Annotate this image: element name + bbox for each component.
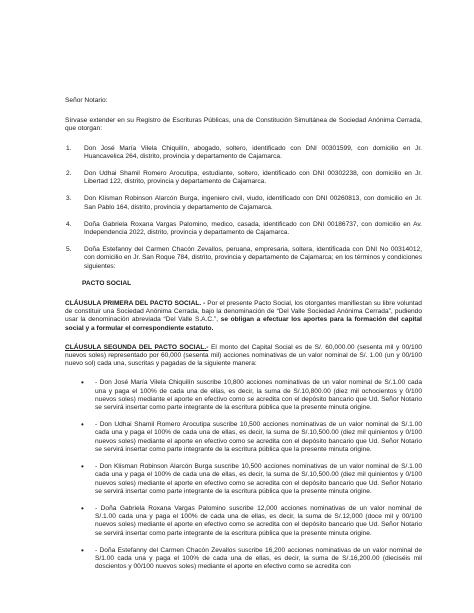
list-item — [65, 195, 422, 211]
clausula-segunda-body: El monto del Capital Social es de S/. 60,000.00 (sesenta mil y 00/100 nuevos soles) representado por 60,000 (sesenta mil) acciones nominativas de un valor nominal de S/. 1.00 (un y 00/100 nuevo sol) cada una, suscritas y pagadas de la siguiente manera: — [65, 343, 422, 368]
aporte-text: - Don Udhai Shamil Romero Arocutipa suscribe 10,500 acciones nominativas de un valor nominal de S/.1.00 cada una y paga el 100% de cada una de ellas, es decir, la suma de S/.10,500.00 (diez mil quinientos y 0/100 nuevos soles) mediante el aporte en efectivo como se acredita con el depósito bancario que Ud. Señor Notario se servirá insertar como parte integrante de la escritura pública que la presente minuta origine. — [95, 421, 422, 453]
list-number: 1. — [66, 144, 72, 152]
salutation: Señor Notario: — [65, 97, 108, 104]
bullet-icon: • — [81, 503, 84, 513]
bullet-icon: • — [81, 378, 84, 388]
aporte-text: - Don José María Vilela Chiquilín suscribe 10,800 acciones nominativas de un valor nominal de S/.1.00 cada una y paga el 100% de cada una de ellas, es decir, la suma de S/.10,800.00 (diez mil ochocientos y 0/100 nuevos soles) mediante el aporte en efectivo como se acredita con el depósito bancario que Ud. Señor Notario se servirá insertar como parte integrante de la escritura pública que la presente minuta origine. — [95, 379, 422, 412]
list-number: 4. — [66, 220, 72, 228]
bullet-icon: • — [81, 420, 84, 430]
list-text: Doña Gabriela Roxana Vargas Palomino, medico, casada, identificado con DNI 00186737, con domicilio en Av. Independencia 2022, distrito, provincia y departamento de Cajamarca. — [84, 220, 422, 237]
clausula-segunda-title: CLÁUSULA SEGUNDA DEL PACTO SOCIAL.- — [65, 343, 209, 351]
clausula-primera-obligation: se obligan a efectuar los aportes para la formación del capital social y a formular el correspondiente estatuto. — [65, 316, 422, 332]
intro-paragraph: Sírvase extender en su Registro de Escrituras Públicas, una de Constitución Simultánea de Sociedad Anónima Cerrada, que otorgan: — [65, 117, 422, 133]
list-number: 5. — [66, 246, 72, 254]
clausula-segunda — [65, 344, 422, 369]
aportes-list — [65, 379, 422, 571]
list-item — [81, 547, 422, 572]
list-item — [81, 379, 422, 412]
list-number: 2. — [66, 170, 72, 178]
aporte-text: - Don Klisman Robinson Alarcón Burga suscribe 10,500 acciones nominativas de un valor nominal de S/.1.00 cada una y paga el 100% de cada una de ellas, es decir, la suma de S/.10,500.00 (diez mil quinientos y 0/100 nuevos soles) mediante el aporte en efectivo como se acredita con el depósito bancario que Ud. Señor Notario se servirá insertar como parte integrante de la escritura pública que la presente minuta origine. — [95, 463, 422, 495]
list-text: Doña Estefanny del Carmen Chacón Zevallos, peruana, empresaria, soltera, identificada con DNI No 00314012, con domicilio en Jr. San Roque 784, distrito, provincia y departamento de Cajamarca; en los términos y condiciones siguientes: — [84, 246, 422, 270]
list-item — [65, 221, 422, 237]
aporte-text: - Doña Estefanny del Carmen Chacón Zevallos suscribe 16,200 acciones nominativas de un valor nominal de S/1.00 cada una y paga el 100% de cada una de ellas, es decir, la suma de S/.16,200.00 (dieciséis mil doscientos y 00/100 nuevos soles) mediante el aporte en efectivo como se acredita con — [95, 546, 422, 571]
list-text: Don José María Vilela Chiquilín, abogado, soltero, identificado con DNI 00301599, con domicilio en Jr. Huancavelica 264, distrito, provincia y departamento de Cajamarca. — [84, 144, 422, 160]
list-text: Don Klisman Robinson Alarcón Burga, ingeniero civil, viudo, identificado con DNI 00260813, con domicilio en Jr. San Pablo 164, distrito, provincia y departamento de Cajamarca. — [84, 195, 422, 211]
pacto-social-heading: PACTO SOCIAL — [82, 279, 132, 287]
bullet-icon: • — [81, 462, 84, 472]
bullet-icon: • — [81, 545, 84, 555]
list-item — [65, 145, 422, 161]
list-text: Don Udhai Shamil Romero Arocutipa, estudiante, soltero, identificado con DNI 00302238, con domicilio en Jr. Libertad 122, distrito, provincia y departamento de Cajamarca. — [84, 170, 422, 186]
otorgantes-list — [65, 145, 422, 271]
aporte-text: - Doña Gabriela Roxana Vargas Palomino suscribe 12,000 acciones nominativas de un valor nominal de S/.1.00 cada una y paga el 100% de cada una de ellas, es decir, la suma de S/.12,000 (doce mil y 00/100 nuevos soles) mediante el aporte en efectivo como se acredita con el depósito bancario que Ud. Señor Notario se servirá insertar como parte integrante de la escritura pública que la presente minuta origine. — [95, 504, 422, 537]
list-number: 3. — [66, 195, 72, 203]
list-item — [81, 421, 422, 454]
clausula-primera — [65, 300, 422, 333]
clausula-primera-body: Por el presente Pacto Social, los otorgantes manifiestan su libre voluntad de constituir una Sociedad Anónima Cerrada, bajo la denominación de “Del Valle Sociedad Anónima Cerrada”, pudiendo usar la denominación abreviada “Del Valle S.A.C.”, — [65, 300, 422, 324]
list-item — [65, 246, 422, 271]
list-item — [65, 170, 422, 186]
list-item — [81, 463, 422, 496]
list-item — [81, 505, 422, 538]
clausula-primera-title: CLÁUSULA PRIMERA DEL PACTO SOCIAL. - — [65, 300, 206, 308]
